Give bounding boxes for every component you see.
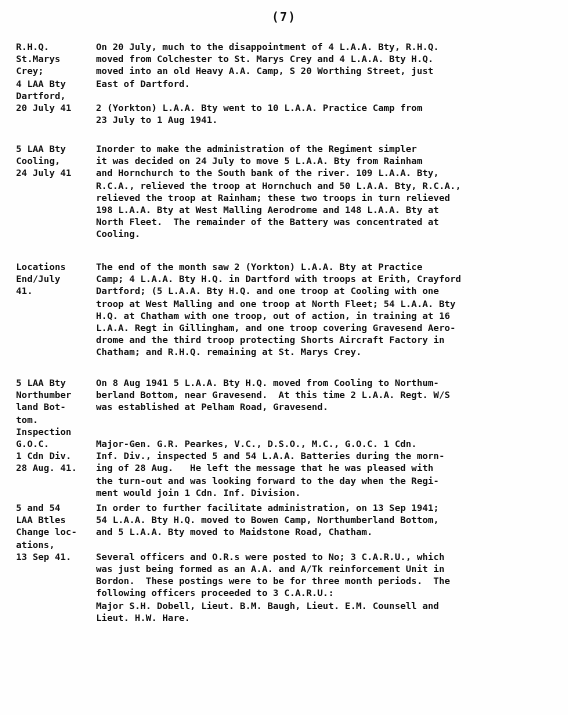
entry-text: On 8 Aug 1941 5 L.A.A. Bty H.Q. moved from Cooling to Northum- berland Bottom, near Gravesend. At this time 2 L.A.A. Regt. W/S was established at Pelham Road, Gravesend. Major-Gen. G.R. Pearkes, V.C., D.S.O., M.C., G.O.C. 1 Cdn. Inf. Div., inspected 5 and 54 L.A.A. Batteries during the morn- ing of 28 Aug. He left the message that he was pleased with the turn-out and was looking forward to the day when the Regi- ment would join 1 Cdn. Inf. Division. bbox=[96, 378, 451, 499]
margin-note: 5 and 54 LAA Btles Change loc- ations, 13 Sep 41. bbox=[16, 503, 77, 563]
entry-text: In order to further facilitate administration, on 13 Sep 1941; 54 L.A.A. Bty H.Q. moved to Bowen Camp, Northumberland Bottom, and 5 L.A.A. Bty moved to Maidstone Road, Chatham. Several officers and O.R.s were posted to No; 3 C.A.R.U., which was just being formed as an A.A. and A/Tk reinforcement Unit in Bordon. These postings were to be for three month periods. The following officers proceeded to 3 C.A.R.U.: Major S.H. Dobell, Lieut. B.M. Baugh, Lieut. E.M. Counsell and Lieut. H.W. Hare. bbox=[96, 503, 451, 624]
entry-text: Inorder to make the administration of the Regiment simpler it was decided on 24 July to move 5 L.A.A. Bty from Rainham and Hornchurch to the South bank of the river. 109 L.A.A. Bty, R.C.A., relieved the troop at Hornchuch and 50 L.A.A. Bty, R.C.A., relieved the troop at Rainham; these two troops in turn relieved 198 L.A.A. Bty at West Malling Aerodrome and 148 L.A.A. Bty at North Fleet. The remainder of the Battery was concentrated at Cooling. bbox=[96, 144, 462, 241]
page-number: (7) bbox=[271, 10, 297, 24]
entry-text: The end of the month saw 2 (Yorkton) L.A.A. Bty at Practice Camp; 4 L.A.A. Bty H.Q. in Dartford with troops at Erith, Crayford Dartford; (5 L.A.A. Bty H.Q. and one troop at Cooling with one troop at West Malling and one troop at North Fleet; 54 L.A.A. Bty H.Q. at Chatham with one troop, out of action, in training at 16 L.A.A. Regt in Gillingham, and one troop covering Gravesend Aero- drome and the third troop protecting Shorts Aircraft Factory in Chatham; and R.H.Q. remaining at St. Marys Crey. bbox=[96, 262, 462, 359]
margin-note: Locations End/July 41. bbox=[16, 262, 66, 298]
margin-note: 5 LAA Bty Northumber land Bot- tom. Inspection G.O.C. 1 Cdn Div. 28 Aug. 41. bbox=[16, 378, 77, 475]
margin-note: R.H.Q. St.Marys Crey; 4 LAA Bty Dartford, 20 July 41 bbox=[16, 42, 72, 115]
margin-note: 5 LAA Bty Cooling, 24 July 41 bbox=[16, 144, 72, 180]
entry-text: On 20 July, much to the disappointment of 4 L.A.A. Bty, R.H.Q. moved from Colchester to St. Marys Crey and 4 L.A.A. Bty H.Q. moved into an old Heavy A.A. Camp, S 20 Worthing Street, just East of Dartford. 2 (Yorkton) L.A.A. Bty went to 10 L.A.A. Practice Camp from 23 July to 1 Aug 1941. bbox=[96, 42, 439, 127]
